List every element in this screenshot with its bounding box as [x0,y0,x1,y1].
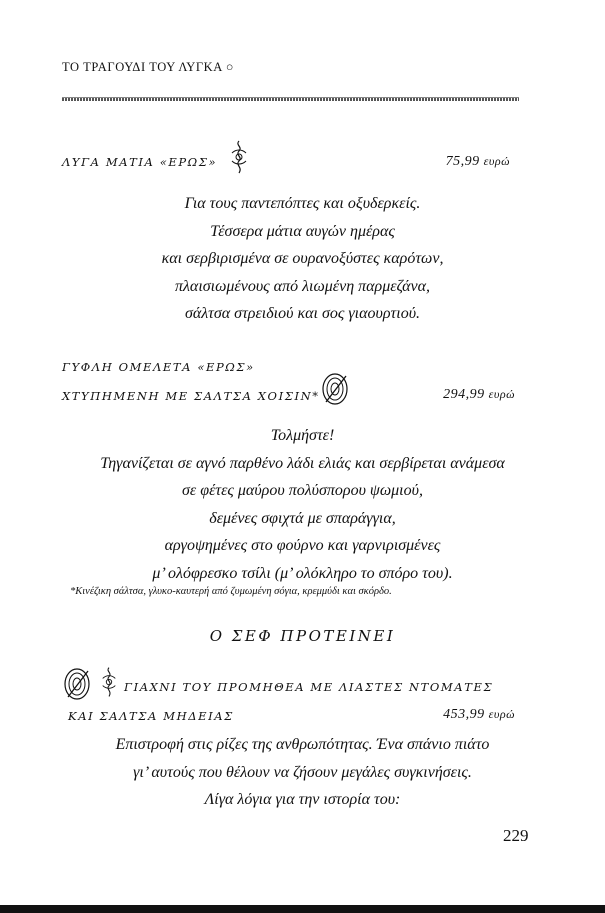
spiral-icon [320,372,350,410]
item-1-description [55,190,550,328]
item-3-title-line-2: ΚΑΙ ΣΑΛΤΣΑ ΜΗΔΕΙΑΣ [68,709,234,723]
item-3-currency: ευρώ [488,707,515,721]
description-line: πλαισιωμένους από λιωμένη παρμεζάνα, [174,277,431,295]
item-2-price [400,387,515,403]
item-2-price-value: 294,99 [443,387,485,402]
ornament-icon [229,139,249,179]
running-header: ΤΟ ΤΡΑΓΟΥΔΙ ΤΟΥ ΛΥΓΚΑ ○ [62,60,235,74]
item-2-title-line-2: ΧΤΥΠΗΜΕΝΗ ΜΕ ΣΑΛΤΣΑ ΧΟΙΣΙΝ* [62,389,320,403]
description-line: γι’ αυτούς που θέλουν να ζήσουν μεγάλες συγκινήσεις. [133,763,472,781]
description-line: σάλτσα στρειδιού και σος γιαουρτιού. [184,305,421,322]
description-line: Επιστροφή στις ρίζες της ανθρωπότητας. Ένα σπάνιο πιάτο [115,736,490,753]
item-2-description [55,422,550,587]
item-1-title: ΛΥΓΑ ΜΑΤΙΑ «ΕΡΩΣ» [62,155,218,169]
spiral-icon [62,667,92,705]
description-line: Για τους παντεπόπτες και οξυδερκείς. [184,195,421,212]
description-line: αργοψημένες στο φούρνο και γαρνιρισμένες [164,537,441,554]
page-number: 229 [503,826,529,845]
item-3-price [400,707,515,723]
ornament-icon [100,665,118,703]
item-1-currency: ευρώ [483,154,510,168]
item-3-title-line-1: ΓΙΑΧΝΙ ΤΟΥ ΠΡΟΜΗΘΕΑ ΜΕ ΛΙΑΣΤΕΣ ΝΤΟΜΑΤΕΣ [124,680,494,694]
item-2-footnote: *Κινέζικη σάλτσα, γλυκο-καυτερή από ζυμωμένη σόγια, κρεμμύδι και σκόρδο. [70,586,392,597]
description-line: μ’ ολόφρεσκο τσίλι (μ’ ολόκληρο το σπόρο του). [152,564,453,582]
description-line: Τολμήστε! [270,427,335,444]
item-3-price-value: 453,99 [443,707,485,722]
header-divider [62,97,519,101]
item-2-currency: ευρώ [488,387,515,401]
item-2-title-line-1: ΓΥΦΛΗ ΟΜΕΛΕΤΑ «ΕΡΩΣ» [62,360,255,374]
description-line: Λίγα λόγια για την ιστορία του: [204,791,401,808]
item-1-price-value: 75,99 [445,154,480,169]
item-1-price [400,154,510,170]
description-line: σε φέτες μαύρου πολύσπορου ψωμιού, [182,482,423,499]
description-line: Τέσσερα μάτια αυγών ημέρας [210,222,395,240]
description-line: Τηγανίζεται σε αγνό παρθένο λάδι ελιάς και σερβίρεται ανάμεσα [100,454,505,472]
bottom-edge-bar [0,905,605,913]
item-3-description [55,731,550,814]
description-line: και σερβιρισμένα σε ουρανοξύστες καρότων, [161,250,444,267]
chef-recommends-heading: Ο ΣΕΦ ΠΡΟΤΕΙΝΕΙ [209,627,396,645]
description-line: δεμένες σφιχτά με σπαράγγια, [209,509,396,527]
